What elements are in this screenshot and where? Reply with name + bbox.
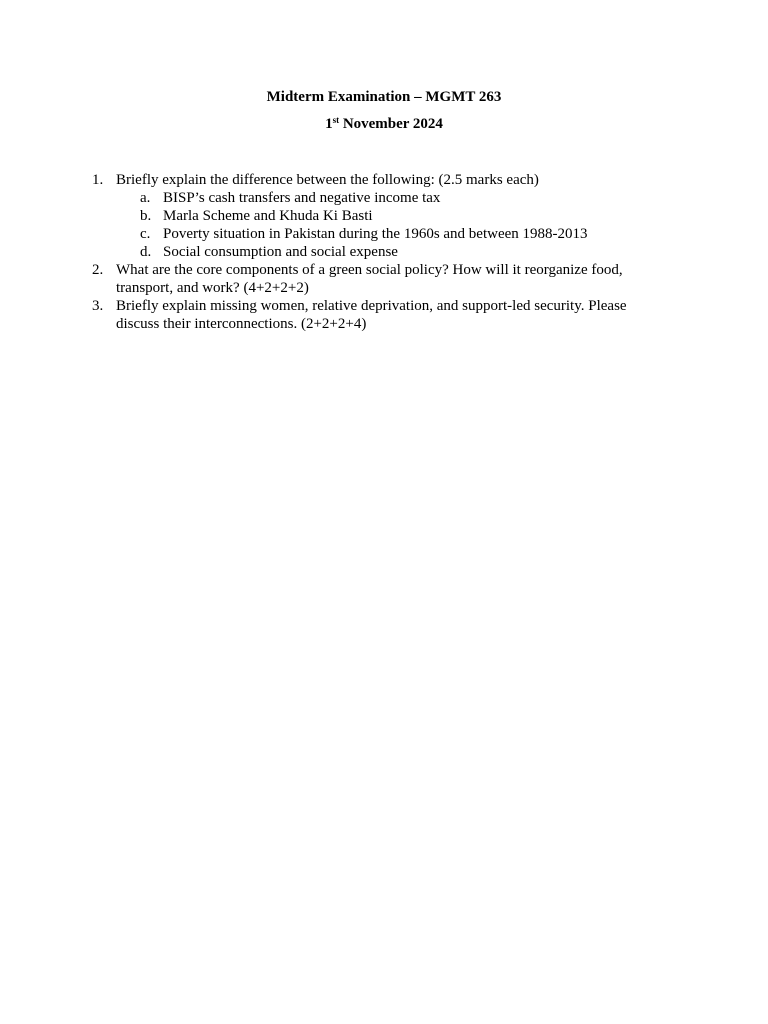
date-month-year: November 2024	[339, 116, 443, 132]
subquestion-c	[116, 225, 656, 243]
subquestion-text: BISP’s cash transfers and negative income tax	[163, 190, 441, 206]
exam-date	[0, 114, 768, 134]
subquestion-text: Marla Scheme and Khuda Ki Basti	[163, 208, 373, 224]
question-number: 3.	[92, 298, 104, 314]
date-day: 1	[325, 116, 333, 132]
question-text: Briefly explain missing women, relative deprivation, and support-led security. Please discuss their interconnections. (2+2+2+4)	[116, 298, 627, 332]
subquestion-d	[116, 243, 656, 261]
question-1	[0, 171, 656, 261]
exam-title: Midterm Examination – MGMT 263	[266, 89, 502, 105]
date-ordinal-suffix: st	[332, 115, 340, 125]
subquestion-list	[116, 189, 656, 261]
subquestion-letter: c.	[140, 226, 151, 242]
subquestion-letter: a.	[140, 190, 151, 206]
subquestion-a	[116, 189, 656, 207]
subquestion-text: Social consumption and social expense	[163, 244, 398, 260]
question-list	[0, 171, 768, 333]
question-text: What are the core components of a green social policy? How will it reorganize food, transport, and work? (4+2+2+2)	[116, 262, 623, 296]
question-text: Briefly explain the difference between the following: (2.5 marks each)	[116, 172, 539, 188]
question-2	[0, 261, 656, 297]
subquestion-letter: b.	[140, 208, 152, 224]
question-number: 1.	[92, 172, 104, 188]
subquestion-letter: d.	[140, 244, 152, 260]
question-number: 2.	[92, 262, 104, 278]
question-3	[0, 297, 656, 333]
subquestion-b	[116, 207, 656, 225]
subquestion-text: Poverty situation in Pakistan during the 1960s and between 1988-2013	[163, 226, 588, 242]
